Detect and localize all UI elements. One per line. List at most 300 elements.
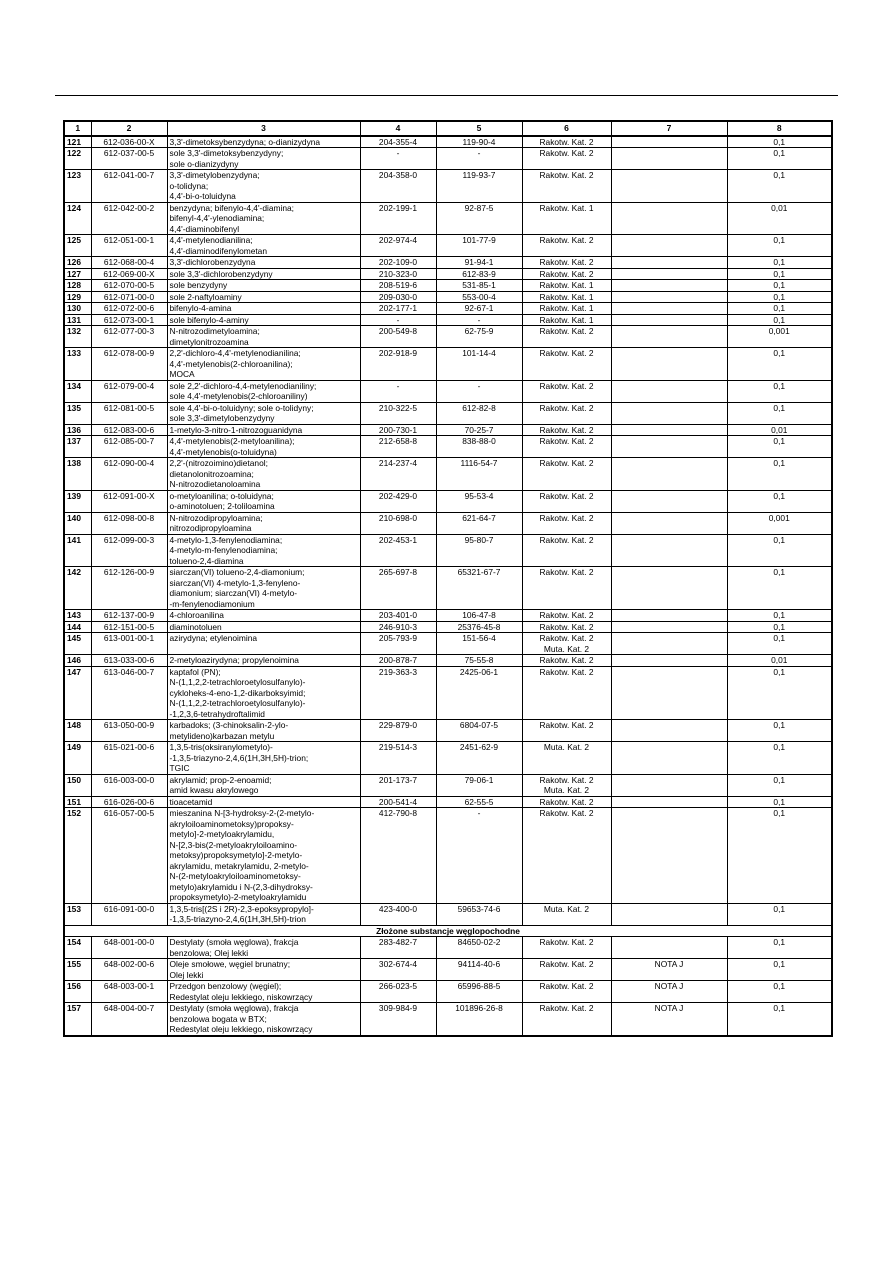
note bbox=[611, 567, 727, 610]
classification: Rakotw. Kat. 2 bbox=[522, 348, 611, 381]
note bbox=[611, 742, 727, 775]
table-row bbox=[64, 1003, 832, 1036]
row-number: 132 bbox=[64, 326, 91, 348]
note bbox=[611, 490, 727, 512]
ec-number: 208-519-6 bbox=[360, 280, 436, 292]
row-number: 151 bbox=[64, 796, 91, 808]
cas-number: 95-53-4 bbox=[436, 490, 522, 512]
cas-number: 612-83-9 bbox=[436, 268, 522, 280]
index-number: 612-078-00-9 bbox=[91, 348, 167, 381]
substance-name: karbadoks; (3-chinoksalin-2-ylo- metylideno)karbazan metylu bbox=[167, 720, 360, 742]
concentration-limit: 0,1 bbox=[727, 257, 832, 269]
substance-name: sole bifenylo-4-aminy bbox=[167, 314, 360, 326]
header-row bbox=[64, 121, 832, 136]
ec-number: 266-023-5 bbox=[360, 981, 436, 1003]
ec-number: 209-030-0 bbox=[360, 291, 436, 303]
cas-number: - bbox=[436, 808, 522, 904]
classification: Rakotw. Kat. 2 bbox=[522, 610, 611, 622]
table-row bbox=[64, 490, 832, 512]
index-number: 648-004-00-7 bbox=[91, 1003, 167, 1036]
classification: Rakotw. Kat. 2 bbox=[522, 257, 611, 269]
table-row bbox=[64, 666, 832, 720]
classification: Rakotw. Kat. 1 bbox=[522, 291, 611, 303]
cas-number: 95-80-7 bbox=[436, 534, 522, 567]
row-number: 155 bbox=[64, 959, 91, 981]
note bbox=[611, 436, 727, 458]
table-row bbox=[64, 436, 832, 458]
column-header: 2 bbox=[91, 121, 167, 136]
index-number: 612-077-00-3 bbox=[91, 326, 167, 348]
table-row bbox=[64, 621, 832, 633]
index-number: 612-126-00-9 bbox=[91, 567, 167, 610]
substance-name: akrylamid; prop-2-enoamid; amid kwasu akrylowego bbox=[167, 774, 360, 796]
row-number: 154 bbox=[64, 937, 91, 959]
concentration-limit: 0,1 bbox=[727, 170, 832, 203]
classification: Rakotw. Kat. 2 bbox=[522, 937, 611, 959]
note bbox=[611, 937, 727, 959]
row-number: 128 bbox=[64, 280, 91, 292]
substance-name: 4-chloroanilina bbox=[167, 610, 360, 622]
classification: Rakotw. Kat. 2 bbox=[522, 1003, 611, 1036]
section-row bbox=[64, 925, 832, 937]
classification: Rakotw. Kat. 2 bbox=[522, 148, 611, 170]
cas-number: - bbox=[436, 148, 522, 170]
table-row bbox=[64, 959, 832, 981]
concentration-limit: 0,1 bbox=[727, 720, 832, 742]
column-header: 3 bbox=[167, 121, 360, 136]
ec-number: 200-878-7 bbox=[360, 655, 436, 667]
row-number: 126 bbox=[64, 257, 91, 269]
substance-name: azirydyna; etylenoimina bbox=[167, 633, 360, 655]
substance-name: siarczan(VI) tolueno-2,4-diamonium; siarczan(VI) 4-metylo-1,3-fenyleno- diamonium; siarczan(VI) 4-metylo- -m-fenylenodiamonium bbox=[167, 567, 360, 610]
ec-number: 200-730-1 bbox=[360, 424, 436, 436]
note bbox=[611, 280, 727, 292]
note bbox=[611, 380, 727, 402]
cas-number: 838-88-0 bbox=[436, 436, 522, 458]
substance-name: 3,3'-dimetylobenzydyna; o-tolidyna; 4,4'-bi-o-toluidyna bbox=[167, 170, 360, 203]
table-row bbox=[64, 903, 832, 925]
row-number: 150 bbox=[64, 774, 91, 796]
concentration-limit: 0,1 bbox=[727, 610, 832, 622]
table-row bbox=[64, 235, 832, 257]
column-header: 1 bbox=[64, 121, 91, 136]
row-number: 142 bbox=[64, 567, 91, 610]
substance-name: sole 4,4'-bi-o-toluidyny; sole o-tolidyny; sole 3,3'-dimetylobenzydyny bbox=[167, 402, 360, 424]
ec-number: 210-323-0 bbox=[360, 268, 436, 280]
note bbox=[611, 655, 727, 667]
table-row bbox=[64, 655, 832, 667]
table-row bbox=[64, 402, 832, 424]
cas-number: 70-25-7 bbox=[436, 424, 522, 436]
substance-name: 1,3,5-tris(oksiranylometylo)- -1,3,5-triazyno-2,4,6(1H,3H,5H)-trion; TGIC bbox=[167, 742, 360, 775]
concentration-limit: 0,1 bbox=[727, 303, 832, 315]
table-row bbox=[64, 257, 832, 269]
index-number: 616-003-00-0 bbox=[91, 774, 167, 796]
table-row bbox=[64, 170, 832, 203]
substance-table bbox=[63, 120, 833, 1037]
row-number: 131 bbox=[64, 314, 91, 326]
table-row bbox=[64, 534, 832, 567]
concentration-limit: 0,1 bbox=[727, 567, 832, 610]
index-number: 612-098-00-8 bbox=[91, 512, 167, 534]
ec-number: 412-790-8 bbox=[360, 808, 436, 904]
ec-number: 246-910-3 bbox=[360, 621, 436, 633]
cas-number: 119-93-7 bbox=[436, 170, 522, 203]
concentration-limit: 0,1 bbox=[727, 148, 832, 170]
ec-number: 423-400-0 bbox=[360, 903, 436, 925]
note: NOTA J bbox=[611, 959, 727, 981]
ec-number: 202-974-4 bbox=[360, 235, 436, 257]
concentration-limit: 0,01 bbox=[727, 424, 832, 436]
note bbox=[611, 235, 727, 257]
classification: Rakotw. Kat. 2 bbox=[522, 490, 611, 512]
substance-name: 3,3'-dichlorobenzydyna bbox=[167, 257, 360, 269]
classification: Rakotw. Kat. 1 bbox=[522, 202, 611, 235]
classification: Rakotw. Kat. 1 bbox=[522, 303, 611, 315]
index-number: 612-090-00-4 bbox=[91, 458, 167, 491]
row-number: 152 bbox=[64, 808, 91, 904]
note bbox=[611, 402, 727, 424]
ec-number: - bbox=[360, 380, 436, 402]
note bbox=[611, 136, 727, 148]
ec-number: - bbox=[360, 148, 436, 170]
note: NOTA J bbox=[611, 981, 727, 1003]
note bbox=[611, 666, 727, 720]
row-number: 147 bbox=[64, 666, 91, 720]
row-number: 133 bbox=[64, 348, 91, 381]
row-number: 123 bbox=[64, 170, 91, 203]
column-header: 4 bbox=[360, 121, 436, 136]
substance-name: sole 3,3'-dichlorobenzydyny bbox=[167, 268, 360, 280]
index-number: 612-151-00-5 bbox=[91, 621, 167, 633]
note bbox=[611, 303, 727, 315]
row-number: 140 bbox=[64, 512, 91, 534]
table-row bbox=[64, 303, 832, 315]
column-header: 7 bbox=[611, 121, 727, 136]
concentration-limit: 0,1 bbox=[727, 621, 832, 633]
ec-number: 214-237-4 bbox=[360, 458, 436, 491]
classification: Rakotw. Kat. 2 bbox=[522, 621, 611, 633]
cas-number: 101-77-9 bbox=[436, 235, 522, 257]
note bbox=[611, 148, 727, 170]
classification: Rakotw. Kat. 2 bbox=[522, 458, 611, 491]
ec-number: 219-514-3 bbox=[360, 742, 436, 775]
note bbox=[611, 903, 727, 925]
index-number: 612-042-00-2 bbox=[91, 202, 167, 235]
index-number: 612-083-00-6 bbox=[91, 424, 167, 436]
note bbox=[611, 534, 727, 567]
classification: Rakotw. Kat. 2 bbox=[522, 808, 611, 904]
concentration-limit: 0,1 bbox=[727, 742, 832, 775]
cas-number: 59653-74-6 bbox=[436, 903, 522, 925]
classification: Rakotw. Kat. 2 Muta. Kat. 2 bbox=[522, 633, 611, 655]
row-number: 145 bbox=[64, 633, 91, 655]
index-number: 612-137-00-9 bbox=[91, 610, 167, 622]
cas-number: 151-56-4 bbox=[436, 633, 522, 655]
concentration-limit: 0,1 bbox=[727, 380, 832, 402]
classification: Rakotw. Kat. 2 bbox=[522, 666, 611, 720]
concentration-limit: 0,1 bbox=[727, 534, 832, 567]
note bbox=[611, 202, 727, 235]
concentration-limit: 0,1 bbox=[727, 268, 832, 280]
cas-number: 621-64-7 bbox=[436, 512, 522, 534]
index-number: 648-002-00-6 bbox=[91, 959, 167, 981]
concentration-limit: 0,1 bbox=[727, 436, 832, 458]
column-header: 8 bbox=[727, 121, 832, 136]
cas-number: 62-55-5 bbox=[436, 796, 522, 808]
note bbox=[611, 633, 727, 655]
substance-name: Destylaty (smoła węglowa), frakcja benzolowa bogata w BTX; Redestylat oleju lekkiego, niskowrzący bbox=[167, 1003, 360, 1036]
ec-number: 202-177-1 bbox=[360, 303, 436, 315]
classification: Rakotw. Kat. 2 bbox=[522, 796, 611, 808]
classification: Rakotw. Kat. 2 bbox=[522, 959, 611, 981]
ec-number: 202-918-9 bbox=[360, 348, 436, 381]
note bbox=[611, 326, 727, 348]
cas-number: 101-14-4 bbox=[436, 348, 522, 381]
table-row bbox=[64, 424, 832, 436]
classification: Rakotw. Kat. 1 bbox=[522, 314, 611, 326]
index-number: 616-057-00-5 bbox=[91, 808, 167, 904]
note bbox=[611, 720, 727, 742]
substance-name: o-metyloanilina; o-toluidyna; o-aminotoluen; 2-toliloamina bbox=[167, 490, 360, 512]
substance-name: 2-metyloazirydyna; propylenoimina bbox=[167, 655, 360, 667]
classification: Rakotw. Kat. 2 bbox=[522, 326, 611, 348]
substance-name: sole 2,2'-dichloro-4,4-metylenodianiliny; sole 4,4'-metylenobis(2-chloroaniliny) bbox=[167, 380, 360, 402]
index-number: 612-091-00-X bbox=[91, 490, 167, 512]
substance-name: Oleje smołowe, węgiel brunatny; Olej lekki bbox=[167, 959, 360, 981]
ec-number: - bbox=[360, 314, 436, 326]
header-rule bbox=[55, 95, 838, 96]
index-number: 648-001-00-0 bbox=[91, 937, 167, 959]
cas-number: 2425-06-1 bbox=[436, 666, 522, 720]
row-number: 156 bbox=[64, 981, 91, 1003]
concentration-limit: 0,1 bbox=[727, 291, 832, 303]
table-row bbox=[64, 348, 832, 381]
concentration-limit: 0,1 bbox=[727, 666, 832, 720]
cas-number: 106-47-8 bbox=[436, 610, 522, 622]
substance-name: bifenylo-4-amina bbox=[167, 303, 360, 315]
index-number: 612-072-00-6 bbox=[91, 303, 167, 315]
index-number: 615-021-00-6 bbox=[91, 742, 167, 775]
row-number: 153 bbox=[64, 903, 91, 925]
cas-number: 531-85-1 bbox=[436, 280, 522, 292]
concentration-limit: 0,1 bbox=[727, 796, 832, 808]
concentration-limit: 0,1 bbox=[727, 280, 832, 292]
ec-number: 202-109-0 bbox=[360, 257, 436, 269]
concentration-limit: 0,1 bbox=[727, 633, 832, 655]
row-number: 144 bbox=[64, 621, 91, 633]
classification: Rakotw. Kat. 2 bbox=[522, 380, 611, 402]
index-number: 613-033-00-6 bbox=[91, 655, 167, 667]
column-header: 6 bbox=[522, 121, 611, 136]
note bbox=[611, 268, 727, 280]
ec-number: 200-541-4 bbox=[360, 796, 436, 808]
index-number: 612-041-00-7 bbox=[91, 170, 167, 203]
classification: Muta. Kat. 2 bbox=[522, 903, 611, 925]
classification: Rakotw. Kat. 2 bbox=[522, 424, 611, 436]
note bbox=[611, 808, 727, 904]
classification: Rakotw. Kat. 2 Muta. Kat. 2 bbox=[522, 774, 611, 796]
row-number: 146 bbox=[64, 655, 91, 667]
substance-name: N-nitrozodimetyloamina; dimetylonitrozoamina bbox=[167, 326, 360, 348]
table-row bbox=[64, 280, 832, 292]
table-row bbox=[64, 148, 832, 170]
cas-number: 6804-07-5 bbox=[436, 720, 522, 742]
index-number: 612-073-00-1 bbox=[91, 314, 167, 326]
index-number: 612-069-00-X bbox=[91, 268, 167, 280]
substance-name: 1-metylo-3-nitro-1-nitrozoguanidyna bbox=[167, 424, 360, 436]
table-row bbox=[64, 610, 832, 622]
substance-name: N-nitrozodipropyloamina; nitrozodipropyloamina bbox=[167, 512, 360, 534]
row-number: 124 bbox=[64, 202, 91, 235]
cas-number: 94114-40-6 bbox=[436, 959, 522, 981]
concentration-limit: 0,1 bbox=[727, 903, 832, 925]
index-number: 612-070-00-5 bbox=[91, 280, 167, 292]
concentration-limit: 0,1 bbox=[727, 1003, 832, 1036]
index-number: 616-091-00-0 bbox=[91, 903, 167, 925]
table-row bbox=[64, 808, 832, 904]
table-row bbox=[64, 981, 832, 1003]
ec-number: 202-453-1 bbox=[360, 534, 436, 567]
substance-name: benzydyna; bifenylo-4,4'-diamina; bifenyl-4,4'-ylenodiamina; 4,4'-diaminobifenyl bbox=[167, 202, 360, 235]
table-row bbox=[64, 380, 832, 402]
index-number: 612-099-00-3 bbox=[91, 534, 167, 567]
row-number: 134 bbox=[64, 380, 91, 402]
classification: Rakotw. Kat. 2 bbox=[522, 402, 611, 424]
row-number: 149 bbox=[64, 742, 91, 775]
cas-number: 92-67-1 bbox=[436, 303, 522, 315]
ec-number: 210-698-0 bbox=[360, 512, 436, 534]
cas-number: 612-82-8 bbox=[436, 402, 522, 424]
table-row bbox=[64, 314, 832, 326]
ec-number: 309-984-9 bbox=[360, 1003, 436, 1036]
cas-number: - bbox=[436, 314, 522, 326]
cas-number: 1116-54-7 bbox=[436, 458, 522, 491]
row-number: 138 bbox=[64, 458, 91, 491]
index-number: 612-037-00-5 bbox=[91, 148, 167, 170]
table-row bbox=[64, 326, 832, 348]
classification: Rakotw. Kat. 2 bbox=[522, 981, 611, 1003]
ec-number: 202-199-1 bbox=[360, 202, 436, 235]
note bbox=[611, 621, 727, 633]
column-header: 5 bbox=[436, 121, 522, 136]
ec-number: 204-355-4 bbox=[360, 136, 436, 148]
row-number: 121 bbox=[64, 136, 91, 148]
note bbox=[611, 610, 727, 622]
cas-number: 91-94-1 bbox=[436, 257, 522, 269]
row-number: 137 bbox=[64, 436, 91, 458]
concentration-limit: 0,01 bbox=[727, 655, 832, 667]
substance-name: 4-metylo-1,3-fenylenodiamina; 4-metylo-m-fenylenodiamina; tolueno-2,4-diamina bbox=[167, 534, 360, 567]
concentration-limit: 0,1 bbox=[727, 981, 832, 1003]
substance-name: 3,3'-dimetoksybenzydyna; o-dianizydyna bbox=[167, 136, 360, 148]
substance-name: Destylaty (smoła węglowa), frakcja benzolowa; Olej lekki bbox=[167, 937, 360, 959]
classification: Rakotw. Kat. 2 bbox=[522, 136, 611, 148]
concentration-limit: 0,1 bbox=[727, 348, 832, 381]
table-row bbox=[64, 136, 832, 148]
row-number: 141 bbox=[64, 534, 91, 567]
substance-name: sole benzydyny bbox=[167, 280, 360, 292]
note bbox=[611, 314, 727, 326]
row-number: 122 bbox=[64, 148, 91, 170]
index-number: 612-051-00-1 bbox=[91, 235, 167, 257]
substance-name: sole 3,3'-dimetoksybenzydyny; sole o-dianizydyny bbox=[167, 148, 360, 170]
index-number: 613-001-00-1 bbox=[91, 633, 167, 655]
row-number: 143 bbox=[64, 610, 91, 622]
table-row bbox=[64, 742, 832, 775]
ec-number: 200-549-8 bbox=[360, 326, 436, 348]
concentration-limit: 0,001 bbox=[727, 326, 832, 348]
note bbox=[611, 424, 727, 436]
classification: Rakotw. Kat. 2 bbox=[522, 268, 611, 280]
classification: Muta. Kat. 2 bbox=[522, 742, 611, 775]
concentration-limit: 0,1 bbox=[727, 959, 832, 981]
cas-number: 2451-62-9 bbox=[436, 742, 522, 775]
cas-number: 553-00-4 bbox=[436, 291, 522, 303]
section-title: Złożone substancje węglopochodne bbox=[64, 925, 832, 937]
concentration-limit: 0,1 bbox=[727, 808, 832, 904]
substance-name: 2,2'-dichloro-4,4'-metylenodianilina; 4,4'-metylenobis(2-chloroanilina); MOCA bbox=[167, 348, 360, 381]
classification: Rakotw. Kat. 2 bbox=[522, 720, 611, 742]
table-row bbox=[64, 774, 832, 796]
ec-number: 210-322-5 bbox=[360, 402, 436, 424]
table-row bbox=[64, 796, 832, 808]
substance-name: kaptafol (PN); N-(1,1,2,2-tetrachloroetylosulfanylo)- cykloheks-4-eno-1,2-dikarboksyimid; N-(1,1,2,2-tetrachloroetylosulfanylo)- -1,2,3,6-tetrahydroftalimid bbox=[167, 666, 360, 720]
index-number: 616-026-00-6 bbox=[91, 796, 167, 808]
row-number: 127 bbox=[64, 268, 91, 280]
substance-name: 1,3,5-tris[(2S i 2R)-2,3-epoksypropylo]- -1,3,5-triazyno-2,4,6(1H,3H,5H)-trion bbox=[167, 903, 360, 925]
index-number: 612-071-00-0 bbox=[91, 291, 167, 303]
substance-name: 2,2'-(nitrozoimino)dietanol; dietanolonitrozoamina; N-nitrozodietanoloamina bbox=[167, 458, 360, 491]
ec-number: 203-401-0 bbox=[360, 610, 436, 622]
table-row bbox=[64, 567, 832, 610]
cas-number: - bbox=[436, 380, 522, 402]
substance-name: tioacetamid bbox=[167, 796, 360, 808]
row-number: 148 bbox=[64, 720, 91, 742]
ec-number: 212-658-8 bbox=[360, 436, 436, 458]
cas-number: 62-75-9 bbox=[436, 326, 522, 348]
note: NOTA J bbox=[611, 1003, 727, 1036]
row-number: 157 bbox=[64, 1003, 91, 1036]
classification: Rakotw. Kat. 2 bbox=[522, 436, 611, 458]
classification: Rakotw. Kat. 2 bbox=[522, 170, 611, 203]
ec-number: 205-793-9 bbox=[360, 633, 436, 655]
index-number: 613-046-00-7 bbox=[91, 666, 167, 720]
table-row bbox=[64, 512, 832, 534]
concentration-limit: 0,1 bbox=[727, 774, 832, 796]
index-number: 612-081-00-5 bbox=[91, 402, 167, 424]
table-row bbox=[64, 291, 832, 303]
index-number: 612-068-00-4 bbox=[91, 257, 167, 269]
classification: Rakotw. Kat. 2 bbox=[522, 534, 611, 567]
cas-number: 79-06-1 bbox=[436, 774, 522, 796]
classification: Rakotw. Kat. 1 bbox=[522, 280, 611, 292]
table-row bbox=[64, 268, 832, 280]
index-number: 612-079-00-4 bbox=[91, 380, 167, 402]
cas-number: 25376-45-8 bbox=[436, 621, 522, 633]
concentration-limit: 0,1 bbox=[727, 490, 832, 512]
table-row bbox=[64, 458, 832, 491]
classification: Rakotw. Kat. 2 bbox=[522, 512, 611, 534]
row-number: 136 bbox=[64, 424, 91, 436]
cas-number: 84650-02-2 bbox=[436, 937, 522, 959]
cas-number: 65321-67-7 bbox=[436, 567, 522, 610]
substance-name: sole 2-naftyloaminy bbox=[167, 291, 360, 303]
cas-number: 101896-26-8 bbox=[436, 1003, 522, 1036]
ec-number: 219-363-3 bbox=[360, 666, 436, 720]
ec-number: 201-173-7 bbox=[360, 774, 436, 796]
index-number: 648-003-00-1 bbox=[91, 981, 167, 1003]
